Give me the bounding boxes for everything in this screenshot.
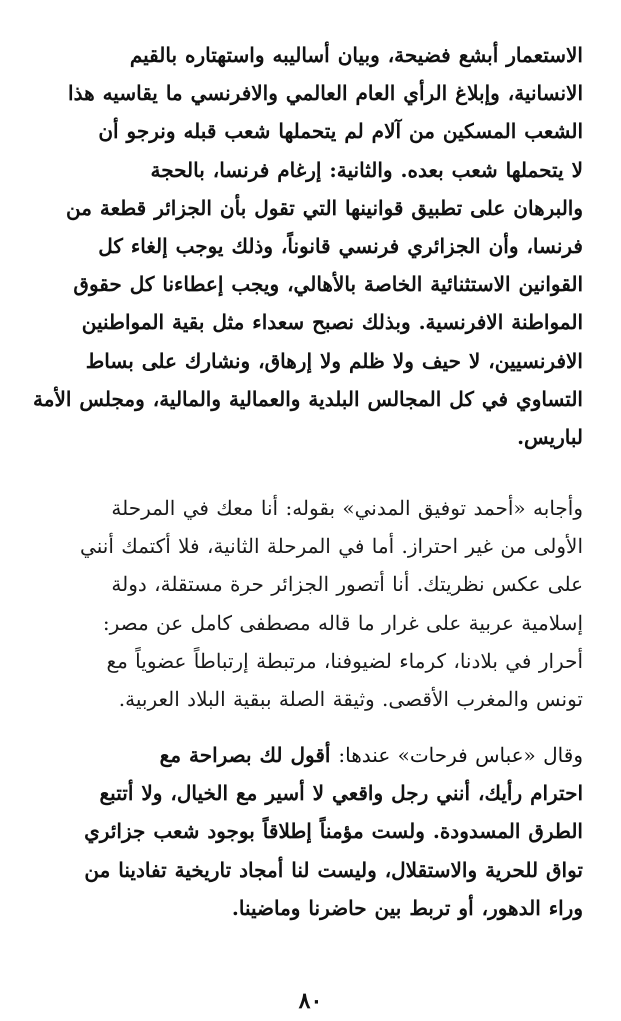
- text-line: لا يتحملها شعب بعده. والثانية: إرغام فرنسا، بالحجة: [150, 157, 583, 182]
- text-line: الاستعمار أبشع فضيحة، وبيان أساليبه واستهتاره بالقيم: [129, 43, 583, 67]
- paragraph-madani-reply: [38, 489, 583, 718]
- text-line: أحرار في بلادنا، كرماء لضيوفنا، مرتبطة إرتباطاً عضوياً مع: [106, 648, 583, 673]
- text-line: تواق للحرية والاستقلال، وليست لنا أمجاد تاريخية تفادينا من: [84, 857, 583, 882]
- paragraph-abbas-reply: [38, 736, 583, 927]
- text-line: والبرهان على تطبيق قوانينها التي تقول بأن الجزائر قطعة من: [66, 195, 583, 220]
- text-line: لباريس.: [517, 425, 583, 450]
- speaker-intro: وقال «عباس فرحات» عندها:: [338, 743, 583, 767]
- text-line: على عكس نظريتك. أنا أتصور الجزائر حرة مستقلة، دولة: [111, 572, 583, 597]
- text-line: الانسانية، وإبلاغ الرأي العام العالمي والافرنسي ما يقاسيه هذا: [68, 81, 583, 106]
- text-line: التساوي في كل المجالس البلدية والعمالية والمالية، ومجلس الأمة: [33, 386, 583, 411]
- text-line: الشعب المسكين من آلام لم يتحملها شعب قبله ونرجو أن: [98, 119, 583, 144]
- text-line: الأولى من غير احتراز. أما في المرحلة الثانية، فلا أكتمك أنني: [80, 534, 583, 559]
- paragraph-colonialism-demands: [33, 36, 583, 456]
- text-line: [38, 736, 583, 774]
- text-segment: أقول لك بصراحة مع: [159, 743, 331, 767]
- text-line: وراء الدهور، أو تربط بين حاضرنا وماضينا.: [231, 895, 583, 920]
- text-line: القوانين الاستثنائية الخاصة بالأهالي، ويجب إعطاءنا كل حقوق: [73, 272, 583, 297]
- text-line: وأجابه «أحمد توفيق المدني» بقوله: أنا معك في المرحلة: [111, 496, 583, 520]
- text-line: احترام رأيك، أنني رجل واقعي لا أسير مع الخيال، ولا أتتبع: [99, 781, 583, 806]
- text-line: فرنسا، وأن الجزائري فرنسي قانوناً، وذلك يوجب إلغاء كل: [98, 234, 583, 259]
- text-line: المواطنة الافرنسية. وبذلك نصبح سعداء مثل بقية المواطنين: [81, 310, 583, 335]
- page-number: ٨٠: [298, 988, 323, 1014]
- text-line: تونس والمغرب الأقصى. وثيقة الصلة ببقية البلاد العربية.: [118, 687, 583, 712]
- text-line: الطرق المسدودة. ولست مؤمناً إطلاقاً بوجود شعب جزائري: [84, 819, 583, 844]
- text-line: الافرنسيين، لا حيف ولا ظلم ولا إرهاق، ونشارك على بساط: [85, 348, 583, 373]
- text-line: إسلامية عربية على غرار ما قاله مصطفى كامل عن مصر:: [102, 610, 583, 635]
- document-page: [33, 36, 583, 1014]
